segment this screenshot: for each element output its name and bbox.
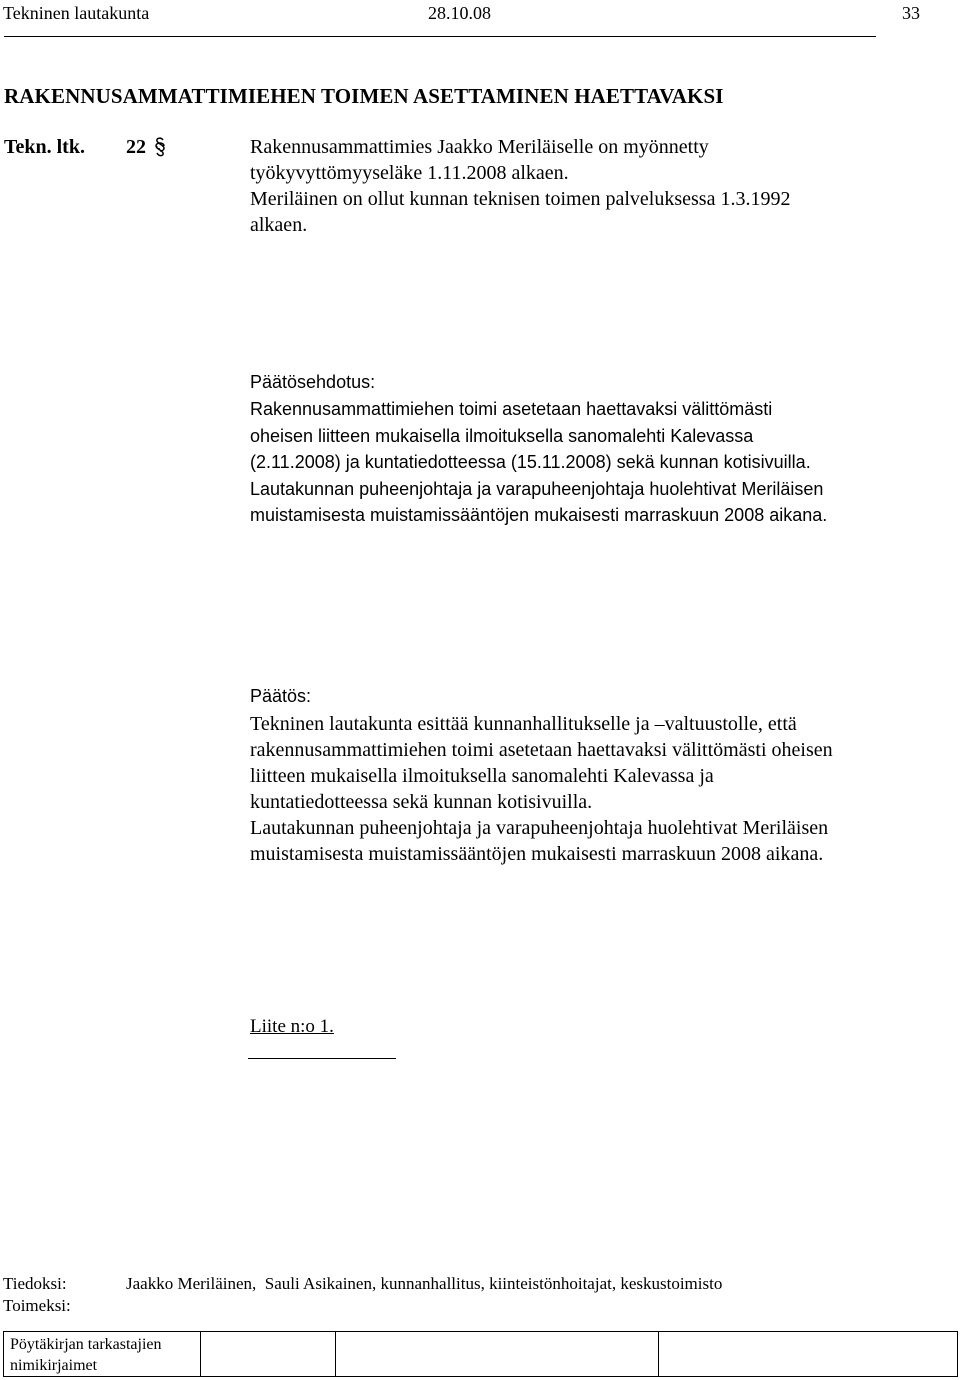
tiedoksi-value: Jaakko Meriläinen, Sauli Asikainen, kunnanhallitus, kiinteistönhoitajat, keskustoimisto xyxy=(126,1274,723,1293)
decision-line: Tekninen lautakunta esittää kunnanhallitukselle ja –valtuustolle, että xyxy=(250,713,797,735)
section-sign-icon xyxy=(154,137,166,157)
proposal-line: Lautakunnan puheenjohtaja ja varapuheenjohtaja huolehtivat Meriläisen xyxy=(250,478,824,499)
intro-line: alkaen. xyxy=(250,214,308,236)
attachment-rule xyxy=(248,1058,396,1059)
header-date: 28.10.08 xyxy=(428,3,491,23)
toimeksi-label: Toimeksi: xyxy=(3,1296,71,1315)
attachment-reference: Liite n:o 1. xyxy=(250,1016,334,1037)
decision-line: kuntatiedotteessa sekä kunnan kotisivuilla. xyxy=(250,791,593,813)
section-label: Tekn. ltk. xyxy=(4,136,85,158)
intro-line: Meriläinen on ollut kunnan teknisen toimen palveluksessa 1.3.1992 xyxy=(250,188,791,210)
decision-label: Päätös: xyxy=(250,686,312,706)
section-number: 22 xyxy=(126,136,146,158)
proposal-paragraph xyxy=(250,396,827,529)
decision-line: Lautakunnan puheenjohtaja ja varapuheenjohtaja huolehtivat Meriläisen xyxy=(250,817,829,839)
tiedoksi-label: Tiedoksi: xyxy=(3,1274,67,1293)
signature-label-line: nimikirjaimet xyxy=(10,1357,98,1374)
signature-label-line: Pöytäkirjan tarkastajien xyxy=(10,1336,162,1353)
signature-cell xyxy=(336,1332,659,1377)
signature-cell xyxy=(201,1332,336,1377)
decision-paragraph xyxy=(250,711,833,867)
proposal-line: muistamisesta muistamissääntöjen mukaisesti marraskuun 2008 aikana. xyxy=(250,505,828,525)
decision-line: muistamisesta muistamissääntöjen mukaisesti marraskuun 2008 aikana. xyxy=(250,843,824,865)
header-rule xyxy=(4,36,876,37)
header-page-number: 33 xyxy=(902,3,920,23)
document-title: RAKENNUSAMMATTIMIEHEN TOIMEN ASETTAMINEN HAETTAVAKSI xyxy=(4,84,724,108)
signature-label-cell xyxy=(4,1332,201,1377)
intro-line: työkyvyttömyyseläke 1.11.2008 alkaen. xyxy=(250,162,569,184)
proposal-line: oheisen liitteen mukaisella ilmoituksella sanomalehti Kalevassa xyxy=(250,425,754,446)
proposal-label: Päätösehdotus: xyxy=(250,372,376,392)
decision-line: rakennusammattimiehen toimi asetetaan haettavaksi välittömästi oheisen xyxy=(250,739,833,761)
decision-line: liitteen mukaisella ilmoituksella sanomalehti Kalevassa ja xyxy=(250,765,714,787)
intro-paragraph xyxy=(250,134,790,238)
signature-table xyxy=(3,1331,958,1377)
intro-line: Rakennusammattimies Jaakko Meriläiselle on myönnetty xyxy=(250,136,709,158)
signature-cell xyxy=(659,1332,958,1377)
header-committee: Tekninen lautakunta xyxy=(3,3,150,23)
proposal-line: Rakennusammattimiehen toimi asetetaan haettavaksi välittömästi xyxy=(250,399,773,419)
proposal-line: (2.11.2008) ja kuntatiedotteessa (15.11.2008) sekä kunnan kotisivuilla. xyxy=(250,452,811,472)
